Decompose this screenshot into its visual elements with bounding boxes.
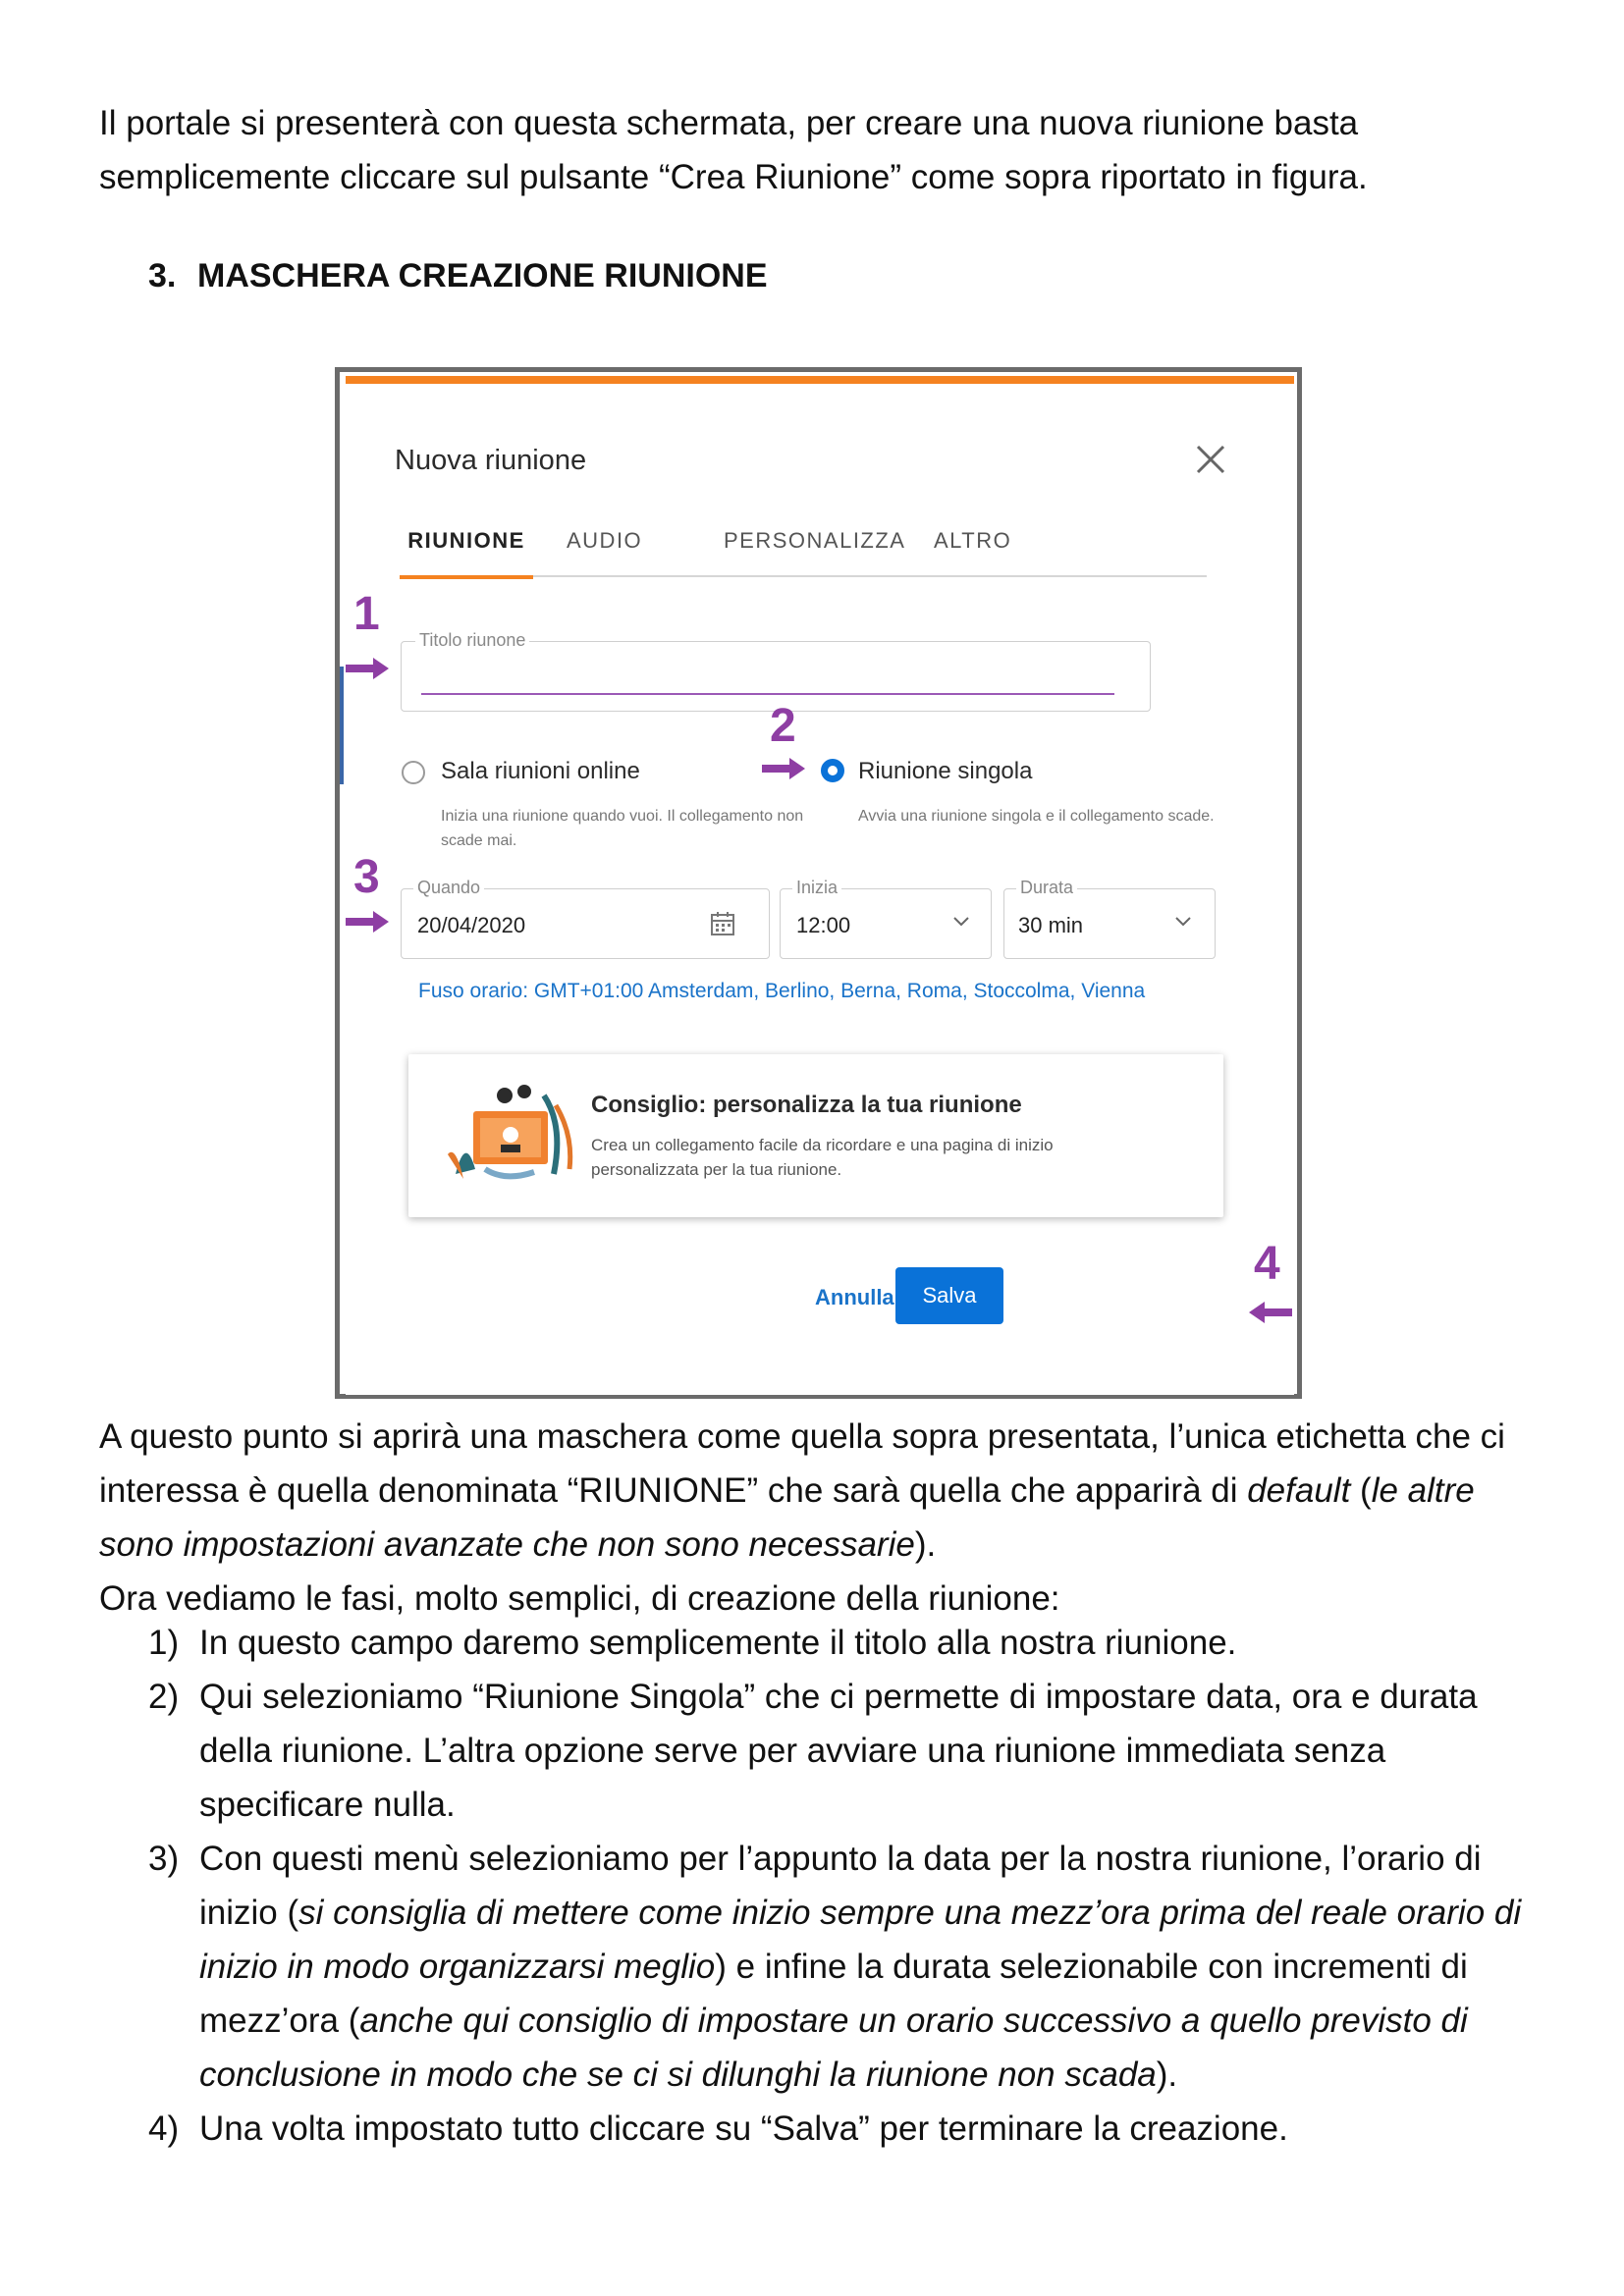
paragraph-text: A questo punto si aprirà una maschera come quella sopra presentata, l’unica etichetta che ci interessa è quella denominata “RIUNIONE” che sarà quella che apparirà di <box>99 1417 1505 1510</box>
heading-number: 3. <box>148 257 177 294</box>
start-value: 12:00 <box>796 913 851 937</box>
paragraph-italic: le altre sono impostazioni avanzate che non sono necessarie <box>99 1471 1475 1564</box>
radio-single[interactable] <box>821 759 844 782</box>
date-label: Quando <box>413 878 484 898</box>
timezone-link[interactable]: Fuso orario: GMT+01:00 Amsterdam, Berlino, Berna, Roma, Stoccolma, Vienna <box>418 980 1146 1002</box>
duration-select[interactable] <box>1003 878 1216 959</box>
dialog-screenshot <box>335 367 1302 1399</box>
date-picker[interactable] <box>401 878 770 959</box>
list-item <box>148 1832 1533 2102</box>
new-meeting-dialog <box>346 376 1294 1395</box>
paragraph-italic: default <box>1247 1471 1351 1510</box>
dialog-title: Nuova riunione <box>395 445 587 476</box>
arrow-right-icon <box>346 658 389 679</box>
list-text: Qui selezioniamo “Riunione Singola” che ci permette di impostare data, ora e durata della riunione. L’altra opzione serve per avviare una riunione immediata senza specificare nulla. <box>199 1678 1478 1824</box>
background-strip <box>340 667 344 784</box>
marker-1: 1 <box>353 588 380 640</box>
list-text: Con questi menù selezioniamo per l’appunto la data per la nostra riunione, l’orario di inizio ( <box>199 1840 1482 1932</box>
arrow-right-icon <box>346 911 389 933</box>
tip-illustration-icon <box>446 1076 578 1186</box>
tab-riunione[interactable]: RIUNIONE <box>400 521 533 579</box>
list-text: ) e infine la durata selezionabile con incrementi di mezz’ora ( <box>199 1948 1468 2040</box>
paragraph-steps-intro: Ora vediamo le fasi, molto semplici, di creazione della riunione: <box>99 1579 1060 1618</box>
start-label: Inizia <box>792 878 841 898</box>
tip-text: Crea un collegamento facile da ricordare e una pagina di inizio personalizzata per la tua riunione. <box>591 1136 1054 1179</box>
list-text: In questo campo daremo semplicemente il titolo alla nostra riunione. <box>199 1624 1237 1662</box>
list-text: Una volta impostato tutto cliccare su “Salva” per terminare la creazione. <box>199 2109 1288 2148</box>
tab-audio[interactable]: AUDIO <box>567 528 643 553</box>
save-button[interactable]: Salva <box>895 1267 1003 1324</box>
arrow-left-icon <box>1249 1302 1292 1323</box>
list-number: 1) <box>148 1624 180 1662</box>
chevron-down-icon <box>1175 917 1191 927</box>
list-italic: anche qui consiglio di impostare un orario successivo a quello previsto di conclusione in modo che se ci si dilunghi la riunione non scada <box>199 2002 1468 2094</box>
paragraph-text: ). <box>914 1525 937 1564</box>
tab-personalizza[interactable]: PERSONALIZZA <box>724 528 906 553</box>
option-online-desc: Inizia una riunione quando vuoi. Il collegamento non scade mai. <box>441 808 804 849</box>
paragraph-text: ( <box>1350 1471 1372 1510</box>
radio-online[interactable] <box>402 761 425 784</box>
section-heading <box>148 257 768 295</box>
steps-list <box>148 1616 1533 2156</box>
chevron-down-icon <box>953 917 969 927</box>
option-single-desc: Avvia una riunione singola e il collegamento scade. <box>858 808 1215 825</box>
arrow-right-icon <box>762 758 805 779</box>
option-single-label[interactable]: Riunione singola <box>858 758 1033 784</box>
date-value: 20/04/2020 <box>417 913 526 937</box>
marker-4: 4 <box>1254 1238 1280 1290</box>
heading-title: MASCHERA CREAZIONE RIUNIONE <box>197 257 768 294</box>
list-text: ). <box>1156 2056 1178 2094</box>
calendar-icon[interactable] <box>710 911 735 936</box>
list-number: 2) <box>148 1678 180 1716</box>
start-time-select[interactable] <box>780 878 992 959</box>
input-underline <box>421 693 1114 695</box>
duration-value: 30 min <box>1018 913 1084 937</box>
duration-label: Durata <box>1016 878 1077 898</box>
intro-paragraph: Il portale si presenterà con questa schermata, per creare una nuova riunione basta semplicemente cliccare sul pulsante “Crea Riunione” come sopra riportato in figura. <box>99 104 1368 196</box>
list-number: 4) <box>148 2109 180 2148</box>
marker-3: 3 <box>353 851 380 903</box>
list-italic: si consiglia di mettere come inizio sempre una mezz’ora prima del reale orario di inizio in modo organizzarsi meglio <box>199 1894 1522 1986</box>
tip-title: Consiglio: personalizza la tua riunione <box>591 1092 1022 1118</box>
paragraph-explanation <box>99 1410 1533 1572</box>
list-item <box>148 2102 1533 2156</box>
cancel-button[interactable]: Annulla <box>815 1285 894 1309</box>
tip-card <box>408 1054 1223 1217</box>
close-icon[interactable] <box>1194 443 1227 476</box>
list-number: 3) <box>148 1840 180 1878</box>
tab-altro[interactable]: ALTRO <box>934 528 1012 553</box>
list-item <box>148 1616 1533 1670</box>
meeting-title-label: Titolo riunone <box>415 630 529 651</box>
list-item <box>148 1670 1533 1832</box>
marker-2: 2 <box>770 700 796 752</box>
dialog-tabs <box>400 521 1207 577</box>
option-online-label[interactable]: Sala riunioni online <box>441 758 640 784</box>
